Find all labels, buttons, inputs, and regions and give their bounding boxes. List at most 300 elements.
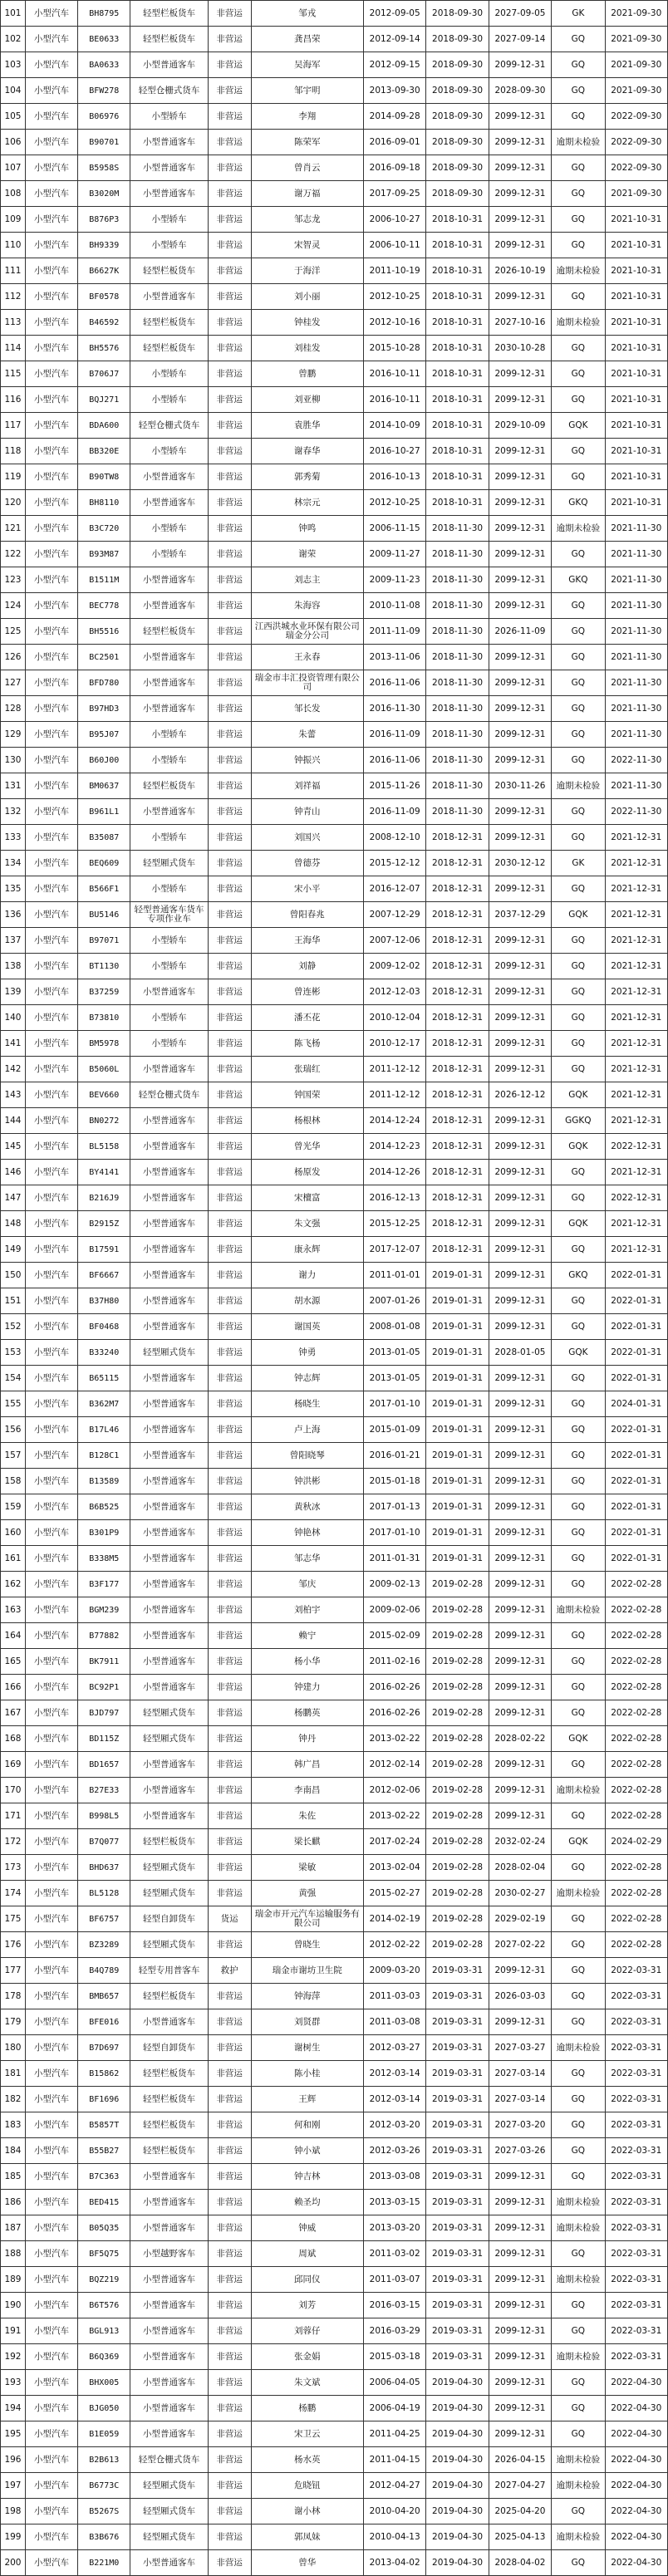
valid-until-cell: 2021-10-31	[605, 361, 668, 387]
register-date-cell: 2017-01-13	[363, 1494, 425, 1520]
valid-until-cell: 2022-04-30	[605, 2421, 668, 2447]
owner-cell: 陈飞杨	[251, 1031, 363, 1057]
table-row	[1, 2087, 668, 2112]
usage-cell: 非营运	[208, 2112, 251, 2138]
owner-cell: 朱文斌	[251, 2370, 363, 2396]
table-row	[1, 1237, 668, 1263]
usage-cell: 非营运	[208, 2293, 251, 2318]
scrap-date-cell: 2099-12-31	[489, 799, 551, 825]
owner-cell: 宋小平	[251, 876, 363, 902]
table-row	[1, 2318, 668, 2344]
row-index-cell: 104	[1, 78, 26, 104]
status-cell: GQ	[552, 1855, 605, 1881]
plate-number-cell: BY4141	[78, 1160, 130, 1185]
table-row	[1, 413, 668, 439]
valid-until-cell: 2021-12-31	[605, 825, 668, 851]
vehicle-type-cell: 小型普通客车	[130, 1675, 208, 1700]
owner-cell: 瑞金市开元汽车运输服务有限公司	[251, 1906, 363, 1932]
owner-cell: 瑞金市丰汇投资管理有限公司	[251, 670, 363, 696]
inspect-date-cell: 2019-03-31	[426, 2087, 489, 2112]
status-cell: GQ	[552, 799, 605, 825]
plate-number-cell: B37H80	[78, 1288, 130, 1314]
register-date-cell: 2016-12-13	[363, 1185, 425, 1211]
table-row	[1, 155, 668, 181]
table-row	[1, 1881, 668, 1906]
row-index-cell: 121	[1, 516, 26, 542]
valid-until-cell: 2022-03-31	[605, 2061, 668, 2087]
owner-cell: 宋卫云	[251, 2421, 363, 2447]
status-cell: 逾期未检验	[552, 2267, 605, 2293]
row-index-cell: 176	[1, 1932, 26, 1958]
row-index-cell: 137	[1, 928, 26, 954]
table-row	[1, 2370, 668, 2396]
row-index-cell: 131	[1, 773, 26, 799]
row-index-cell: 185	[1, 2164, 26, 2190]
row-index-cell: 143	[1, 1082, 26, 1108]
usage-cell: 非营运	[208, 2138, 251, 2164]
plate-number-cell: B3B676	[78, 2524, 130, 2550]
vehicle-type-cell: 小型普通客车	[130, 1314, 208, 1340]
register-date-cell: 2011-12-12	[363, 1057, 425, 1082]
owner-cell: 陈荣军	[251, 130, 363, 155]
usage-cell: 非营运	[208, 284, 251, 310]
plate-type-cell: 小型汽车	[25, 2164, 77, 2190]
usage-cell: 非营运	[208, 1726, 251, 1752]
row-index-cell: 199	[1, 2524, 26, 2550]
table-row	[1, 825, 668, 851]
row-index-cell: 122	[1, 542, 26, 567]
inspect-date-cell: 2018-09-30	[426, 52, 489, 78]
plate-type-cell: 小型汽车	[25, 1160, 77, 1185]
scrap-date-cell: 2099-12-31	[489, 1572, 551, 1597]
usage-cell: 非营运	[208, 1700, 251, 1726]
owner-cell: 曾晓生	[251, 1932, 363, 1958]
valid-until-cell: 2021-12-31	[605, 928, 668, 954]
vehicle-type-cell: 小型普通客车	[130, 1778, 208, 1803]
usage-cell: 非营运	[208, 490, 251, 516]
inspect-date-cell: 2019-04-30	[426, 2421, 489, 2447]
inspect-date-cell: 2019-01-31	[426, 1340, 489, 1366]
plate-type-cell: 小型汽车	[25, 1469, 77, 1494]
plate-type-cell: 小型汽车	[25, 1546, 77, 1572]
vehicle-type-cell: 小型普通客车	[130, 155, 208, 181]
inspect-date-cell: 2019-03-31	[426, 2138, 489, 2164]
row-index-cell: 191	[1, 2318, 26, 2344]
plate-number-cell: BGM239	[78, 1597, 130, 1623]
vehicle-type-cell: 轻型栏板货车	[130, 258, 208, 284]
valid-until-cell: 2021-10-31	[605, 387, 668, 413]
table-row	[1, 1417, 668, 1443]
row-index-cell: 150	[1, 1263, 26, 1288]
inspect-date-cell: 2019-03-31	[426, 2035, 489, 2061]
status-cell: GQ	[552, 464, 605, 490]
register-date-cell: 2012-03-27	[363, 2035, 425, 2061]
row-index-cell: 128	[1, 696, 26, 722]
table-row	[1, 722, 668, 748]
vehicle-type-cell: 小型普通客车	[130, 1391, 208, 1417]
plate-type-cell: 小型汽车	[25, 1700, 77, 1726]
inspect-date-cell: 2019-01-31	[426, 1494, 489, 1520]
register-date-cell: 2013-01-05	[363, 1340, 425, 1366]
plate-number-cell: B706J7	[78, 361, 130, 387]
plate-number-cell: BQZ219	[78, 2267, 130, 2293]
scrap-date-cell: 2099-12-31	[489, 2293, 551, 2318]
vehicle-type-cell: 小型轿车	[130, 542, 208, 567]
usage-cell: 非营运	[208, 155, 251, 181]
status-cell: GQ	[552, 1366, 605, 1391]
table-row	[1, 2061, 668, 2087]
row-index-cell: 179	[1, 2009, 26, 2035]
valid-until-cell: 2021-12-31	[605, 954, 668, 979]
plate-number-cell: BQJ271	[78, 387, 130, 413]
inspect-date-cell: 2018-12-31	[426, 1211, 489, 1237]
vehicle-type-cell: 轻型专用普客车	[130, 1958, 208, 1984]
plate-type-cell: 小型汽车	[25, 696, 77, 722]
scrap-date-cell: 2099-12-31	[489, 1314, 551, 1340]
status-cell: GQK	[552, 413, 605, 439]
usage-cell: 非营运	[208, 1829, 251, 1855]
plate-number-cell: BE0633	[78, 27, 130, 52]
register-date-cell: 2014-02-19	[363, 1906, 425, 1932]
vehicle-type-cell: 小型普通客车	[130, 1649, 208, 1675]
status-cell: GQ	[552, 439, 605, 464]
owner-cell: 瑞金市谢坊卫生院	[251, 1958, 363, 1984]
owner-cell: 吴海军	[251, 52, 363, 78]
valid-until-cell: 2024-02-29	[605, 1829, 668, 1855]
owner-cell: 郭凤妹	[251, 2524, 363, 2550]
inspect-date-cell: 2019-02-28	[426, 1752, 489, 1778]
table-row	[1, 1675, 668, 1700]
scrap-date-cell: 2099-12-31	[489, 52, 551, 78]
usage-cell: 非营运	[208, 2267, 251, 2293]
register-date-cell: 2014-12-24	[363, 1108, 425, 1134]
scrap-date-cell: 2099-12-31	[489, 2344, 551, 2370]
valid-until-cell: 2022-03-31	[605, 2009, 668, 2035]
row-index-cell: 146	[1, 1160, 26, 1185]
scrap-date-cell: 2099-12-31	[489, 1237, 551, 1263]
usage-cell: 非营运	[208, 2550, 251, 2576]
table-row	[1, 542, 668, 567]
vehicle-type-cell: 轻型仓栅式货车	[130, 2447, 208, 2473]
status-cell: 逾期未检验	[552, 2524, 605, 2550]
row-index-cell: 172	[1, 1829, 26, 1855]
register-date-cell: 2007-01-26	[363, 1288, 425, 1314]
plate-type-cell: 小型汽车	[25, 2447, 77, 2473]
vehicle-type-cell: 小型普通客车	[130, 1546, 208, 1572]
register-date-cell: 2010-11-08	[363, 593, 425, 619]
owner-cell: 周斌	[251, 2241, 363, 2267]
plate-type-cell: 小型汽车	[25, 2190, 77, 2215]
scrap-date-cell: 2099-12-31	[489, 1263, 551, 1288]
valid-until-cell: 2022-03-31	[605, 2190, 668, 2215]
plate-number-cell: B2915Z	[78, 1211, 130, 1237]
valid-until-cell: 2022-12-31	[605, 1134, 668, 1160]
status-cell: GQ	[552, 2499, 605, 2524]
register-date-cell: 2012-09-15	[363, 52, 425, 78]
valid-until-cell: 2021-09-30	[605, 78, 668, 104]
owner-cell: 钟海萍	[251, 1984, 363, 2009]
row-index-cell: 102	[1, 27, 26, 52]
owner-cell: 杨水英	[251, 2447, 363, 2473]
table-row	[1, 258, 668, 284]
scrap-date-cell: 2027-09-14	[489, 27, 551, 52]
status-cell: GQ	[552, 181, 605, 207]
usage-cell: 货运	[208, 1906, 251, 1932]
inspect-date-cell: 2018-12-31	[426, 1185, 489, 1211]
scrap-date-cell: 2099-12-31	[489, 2009, 551, 2035]
inspect-date-cell: 2018-11-30	[426, 773, 489, 799]
register-date-cell: 2016-12-07	[363, 876, 425, 902]
register-date-cell: 2007-12-29	[363, 902, 425, 928]
register-date-cell: 2015-02-09	[363, 1623, 425, 1649]
table-row	[1, 567, 668, 593]
table-row	[1, 27, 668, 52]
inspect-date-cell: 2019-01-31	[426, 1546, 489, 1572]
usage-cell: 非营运	[208, 593, 251, 619]
plate-number-cell: BHD637	[78, 1855, 130, 1881]
usage-cell: 非营运	[208, 207, 251, 233]
scrap-date-cell: 2027-03-14	[489, 2087, 551, 2112]
status-cell: GK	[552, 1, 605, 27]
vehicle-type-cell: 小型普通客车	[130, 1572, 208, 1597]
scrap-date-cell: 2099-12-31	[489, 1803, 551, 1829]
vehicle-type-cell: 小型普通客车	[130, 1417, 208, 1443]
table-row	[1, 2267, 668, 2293]
table-row	[1, 361, 668, 387]
row-index-cell: 162	[1, 1572, 26, 1597]
valid-until-cell: 2022-03-31	[605, 2267, 668, 2293]
plate-number-cell: B961L1	[78, 799, 130, 825]
inspect-date-cell: 2018-09-30	[426, 78, 489, 104]
plate-number-cell: BEQ609	[78, 851, 130, 876]
owner-cell: 江西洪城水业环保有限公司瑞金分公司	[251, 619, 363, 645]
scrap-date-cell: 2099-12-31	[489, 1649, 551, 1675]
table-row	[1, 336, 668, 361]
row-index-cell: 165	[1, 1649, 26, 1675]
scrap-date-cell: 2099-12-31	[489, 1366, 551, 1391]
table-row	[1, 52, 668, 78]
plate-number-cell: B77882	[78, 1623, 130, 1649]
vehicle-type-cell: 轻型厢式货车	[130, 2499, 208, 2524]
scrap-date-cell: 2099-12-31	[489, 670, 551, 696]
plate-number-cell: BGL913	[78, 2318, 130, 2344]
vehicle-type-cell: 轻型厢式货车	[130, 1700, 208, 1726]
status-cell: GK	[552, 851, 605, 876]
inspect-date-cell: 2019-01-31	[426, 1417, 489, 1443]
plate-number-cell: B13589	[78, 1469, 130, 1494]
row-index-cell: 174	[1, 1881, 26, 1906]
valid-until-cell: 2022-11-30	[605, 799, 668, 825]
register-date-cell: 2017-01-10	[363, 1520, 425, 1546]
vehicle-type-cell: 小型普通客车	[130, 490, 208, 516]
scrap-date-cell: 2099-12-31	[489, 2190, 551, 2215]
vehicle-type-cell: 小型轿车	[130, 387, 208, 413]
table-row	[1, 2190, 668, 2215]
inspect-date-cell: 2018-09-30	[426, 155, 489, 181]
owner-cell: 谢力	[251, 1263, 363, 1288]
scrap-date-cell: 2028-02-04	[489, 1855, 551, 1881]
row-index-cell: 107	[1, 155, 26, 181]
usage-cell: 非营运	[208, 2164, 251, 2190]
row-index-cell: 145	[1, 1134, 26, 1160]
table-row	[1, 2421, 668, 2447]
row-index-cell: 157	[1, 1443, 26, 1469]
scrap-date-cell: 2028-01-05	[489, 1340, 551, 1366]
vehicle-type-cell: 轻型厢式货车	[130, 2473, 208, 2499]
plate-type-cell: 小型汽车	[25, 1340, 77, 1366]
plate-type-cell: 小型汽车	[25, 207, 77, 233]
vehicle-type-cell: 小型普通客车	[130, 567, 208, 593]
row-index-cell: 184	[1, 2138, 26, 2164]
plate-number-cell: B97071	[78, 928, 130, 954]
plate-number-cell: BC2501	[78, 645, 130, 670]
plate-number-cell: BK7911	[78, 1649, 130, 1675]
owner-cell: 谢荣	[251, 542, 363, 567]
owner-cell: 刘小丽	[251, 284, 363, 310]
plate-number-cell: B5958S	[78, 155, 130, 181]
scrap-date-cell: 2028-04-02	[489, 2550, 551, 2576]
register-date-cell: 2016-11-06	[363, 670, 425, 696]
owner-cell: 张金娟	[251, 2344, 363, 2370]
table-row	[1, 1, 668, 27]
valid-until-cell: 2022-01-31	[605, 1546, 668, 1572]
vehicle-type-cell: 轻型厢式货车	[130, 1726, 208, 1752]
valid-until-cell: 2022-03-31	[605, 2138, 668, 2164]
row-index-cell: 124	[1, 593, 26, 619]
usage-cell: 非营运	[208, 1340, 251, 1366]
scrap-date-cell: 2099-12-31	[489, 1597, 551, 1623]
plate-type-cell: 小型汽车	[25, 1263, 77, 1288]
vehicle-type-cell: 小型轿车	[130, 722, 208, 748]
status-cell: GQ	[552, 207, 605, 233]
valid-until-cell: 2021-11-30	[605, 773, 668, 799]
table-row	[1, 1469, 668, 1494]
inspect-date-cell: 2019-04-30	[426, 2499, 489, 2524]
row-index-cell: 178	[1, 1984, 26, 2009]
owner-cell: 钟振兴	[251, 748, 363, 773]
owner-cell: 钟国荣	[251, 1082, 363, 1108]
status-cell: 逾期未检验	[552, 1597, 605, 1623]
table-row	[1, 1391, 668, 1417]
row-index-cell: 135	[1, 876, 26, 902]
status-cell: GQ	[552, 1314, 605, 1340]
scrap-date-cell: 2027-09-05	[489, 1, 551, 27]
plate-type-cell: 小型汽车	[25, 1185, 77, 1211]
plate-number-cell: B37259	[78, 979, 130, 1005]
inspect-date-cell: 2019-02-28	[426, 1649, 489, 1675]
table-row	[1, 1778, 668, 1803]
plate-type-cell: 小型汽车	[25, 1082, 77, 1108]
usage-cell: 非营运	[208, 2524, 251, 2550]
plate-number-cell: B73810	[78, 1005, 130, 1031]
owner-cell: 谢小林	[251, 2499, 363, 2524]
plate-number-cell: B05Q35	[78, 2215, 130, 2241]
plate-number-cell: B876P3	[78, 207, 130, 233]
status-cell: GQ	[552, 1546, 605, 1572]
plate-number-cell: B566F1	[78, 876, 130, 902]
inspect-date-cell: 2019-03-31	[426, 2061, 489, 2087]
row-index-cell: 120	[1, 490, 26, 516]
plate-type-cell: 小型汽车	[25, 1, 77, 27]
row-index-cell: 138	[1, 954, 26, 979]
vehicle-type-cell: 小型普通客车	[130, 1623, 208, 1649]
table-row	[1, 1829, 668, 1855]
valid-until-cell: 2022-01-31	[605, 1288, 668, 1314]
owner-cell: 钟青山	[251, 799, 363, 825]
row-index-cell: 171	[1, 1803, 26, 1829]
vehicle-type-cell: 小型越野客车	[130, 2241, 208, 2267]
status-cell: GQ	[552, 2138, 605, 2164]
register-date-cell: 2012-03-20	[363, 2112, 425, 2138]
register-date-cell: 2012-10-25	[363, 284, 425, 310]
inspect-date-cell: 2018-10-31	[426, 361, 489, 387]
valid-until-cell: 2021-11-30	[605, 542, 668, 567]
register-date-cell: 2008-12-10	[363, 825, 425, 851]
plate-number-cell: BEC778	[78, 593, 130, 619]
valid-until-cell: 2021-11-30	[605, 696, 668, 722]
plate-type-cell: 小型汽车	[25, 1958, 77, 1984]
owner-cell: 钟志辉	[251, 1366, 363, 1391]
table-body	[1, 1, 668, 2576]
table-row	[1, 1803, 668, 1829]
scrap-date-cell: 2099-12-31	[489, 233, 551, 258]
owner-cell: 邹宇明	[251, 78, 363, 104]
inspect-date-cell: 2019-01-31	[426, 1288, 489, 1314]
row-index-cell: 166	[1, 1675, 26, 1700]
inspect-date-cell: 2019-03-31	[426, 2215, 489, 2241]
owner-cell: 朱文强	[251, 1211, 363, 1237]
status-cell: GQ	[552, 1572, 605, 1597]
vehicle-type-cell: 小型普通客车	[130, 2396, 208, 2421]
register-date-cell: 2012-02-06	[363, 1778, 425, 1803]
owner-cell: 谢树生	[251, 2035, 363, 2061]
owner-cell: 杨原发	[251, 1160, 363, 1185]
plate-type-cell: 小型汽车	[25, 928, 77, 954]
scrap-date-cell: 2099-12-31	[489, 954, 551, 979]
owner-cell: 杨鹏	[251, 2396, 363, 2421]
register-date-cell: 2011-03-02	[363, 2241, 425, 2267]
register-date-cell: 2012-09-14	[363, 27, 425, 52]
plate-number-cell: BDA600	[78, 413, 130, 439]
register-date-cell: 2009-11-27	[363, 542, 425, 567]
row-index-cell: 148	[1, 1211, 26, 1237]
status-cell: GQ	[552, 1958, 605, 1984]
plate-type-cell: 小型汽车	[25, 1572, 77, 1597]
usage-cell: 非营运	[208, 979, 251, 1005]
owner-cell: 何和刚	[251, 2112, 363, 2138]
inspect-date-cell: 2018-12-31	[426, 928, 489, 954]
plate-type-cell: 小型汽车	[25, 2293, 77, 2318]
usage-cell: 非营运	[208, 78, 251, 104]
inspect-date-cell: 2018-11-30	[426, 567, 489, 593]
scrap-date-cell: 2099-12-31	[489, 1211, 551, 1237]
status-cell: GQ	[552, 722, 605, 748]
scrap-date-cell: 2099-12-31	[489, 284, 551, 310]
vehicle-type-cell: 小型普通客车	[130, 1366, 208, 1391]
status-cell: GQ	[552, 2087, 605, 2112]
plate-number-cell: BH8795	[78, 1, 130, 27]
owner-cell: 朱海容	[251, 593, 363, 619]
scrap-date-cell: 2099-12-31	[489, 645, 551, 670]
register-date-cell: 2010-04-13	[363, 2524, 425, 2550]
register-date-cell: 2011-02-16	[363, 1649, 425, 1675]
plate-number-cell: BF6757	[78, 1906, 130, 1932]
register-date-cell: 2009-11-23	[363, 567, 425, 593]
inspect-date-cell: 2019-02-28	[426, 1700, 489, 1726]
row-index-cell: 133	[1, 825, 26, 851]
status-cell: GQ	[552, 2370, 605, 2396]
scrap-date-cell: 2099-12-31	[489, 722, 551, 748]
